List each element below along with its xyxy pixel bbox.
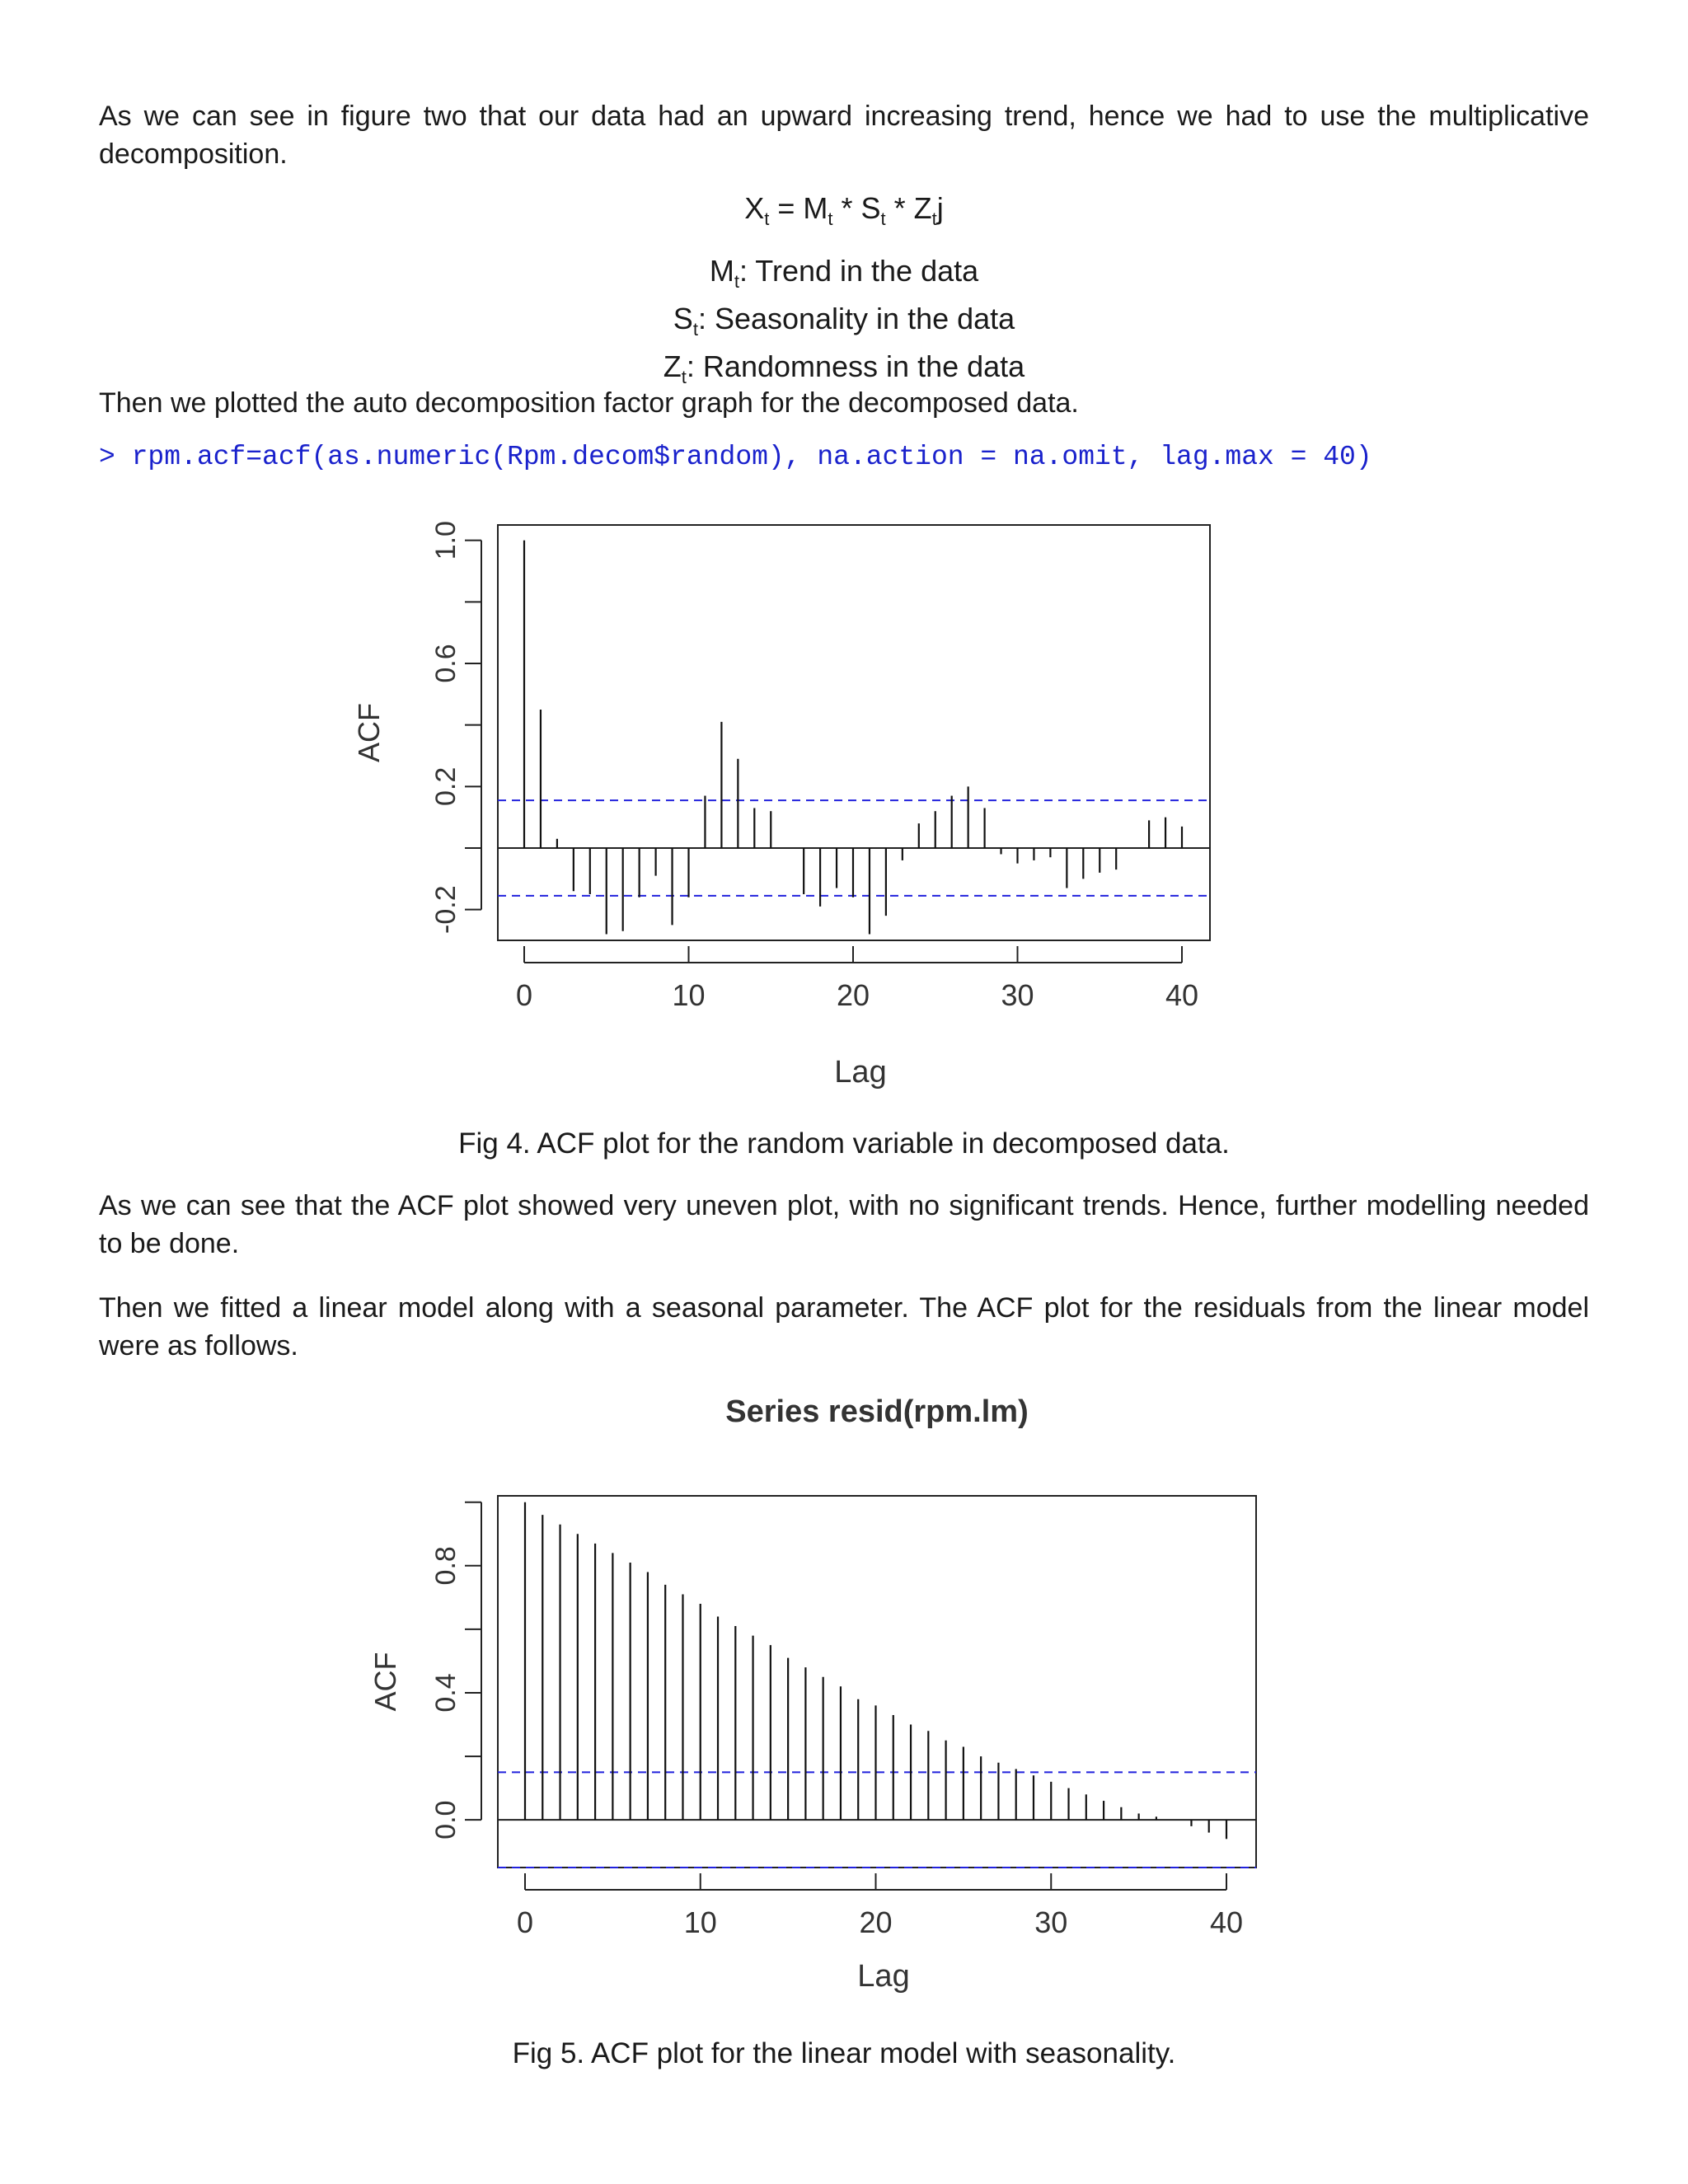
- x-tick-label: 20: [836, 978, 870, 1012]
- acf-chart-random: [330, 499, 1253, 1108]
- y-tick-label: 0.8: [430, 1546, 462, 1586]
- x-tick-label: 10: [672, 978, 706, 1012]
- then-paragraph: Then we plotted the auto decomposition factor graph for the decomposed data.: [99, 387, 1079, 419]
- x-axis-label: Lag: [857, 1959, 910, 1994]
- x-axis-label: Lag: [834, 1055, 887, 1090]
- x-tick-label: 0: [515, 978, 533, 1012]
- paragraph-after-fig4: As we can see that the ACF plot showed very uneven plot, with no significant trends. Hence, further modelling needed to be done.: [99, 1190, 1589, 1259]
- x-tick-label: 30: [1034, 1905, 1068, 1939]
- fig5-caption: Fig 5. ACF plot for the linear model with seasonality.: [512, 2037, 1176, 2069]
- plot-frame: [498, 1496, 1256, 1868]
- y-tick-label: 0.6: [430, 644, 462, 683]
- y-axis-label: ACF: [352, 703, 386, 762]
- x-tick-label: 10: [683, 1905, 717, 1939]
- fig4-caption: Fig 4. ACF plot for the random variable in decomposed data.: [458, 1127, 1230, 1160]
- intro-paragraph: As we can see in figure two that our data had an upward increasing trend, hence we had to use the multiplicative decomposition.: [99, 101, 1589, 170]
- acf-chart-residuals: [330, 1385, 1286, 2011]
- y-tick-label: 0.2: [430, 766, 462, 806]
- y-tick-label: 0.0: [430, 1800, 462, 1840]
- definition-seasonality: $S_t$: Seasonality in the data: [673, 302, 1015, 340]
- x-tick-label: 40: [1209, 1905, 1244, 1939]
- x-tick-label: 30: [1001, 978, 1034, 1012]
- x-tick-label: 40: [1165, 978, 1199, 1012]
- y-tick-label: -0.2: [430, 885, 462, 934]
- definition-randomness: $Z_t$: Randomness in the data: [663, 349, 1025, 388]
- x-tick-label: 20: [859, 1905, 893, 1939]
- y-tick-label: 0.4: [430, 1673, 462, 1713]
- chart-title: Series resid(rpm.lm): [725, 1394, 1029, 1429]
- decomposition-formula: $X_t = M_t * S_t * Z_tj$: [744, 191, 944, 230]
- r-code-line: > rpm.acf=acf(as.numeric(Rpm.decom$random), na.action = na.omit, lag.max = 40): [99, 442, 1372, 472]
- linear-model-paragraph: Then we fitted a linear model along with a seasonal parameter. The ACF plot for the residuals from the linear model were as follows.: [99, 1292, 1589, 1361]
- y-tick-label: 1.0: [430, 521, 462, 560]
- y-axis-label: ACF: [368, 1652, 402, 1712]
- x-tick-label: 0: [516, 1905, 534, 1939]
- formula-definitions: [0, 252, 1688, 396]
- definition-trend: $M_t$: Trend in the data: [709, 254, 979, 293]
